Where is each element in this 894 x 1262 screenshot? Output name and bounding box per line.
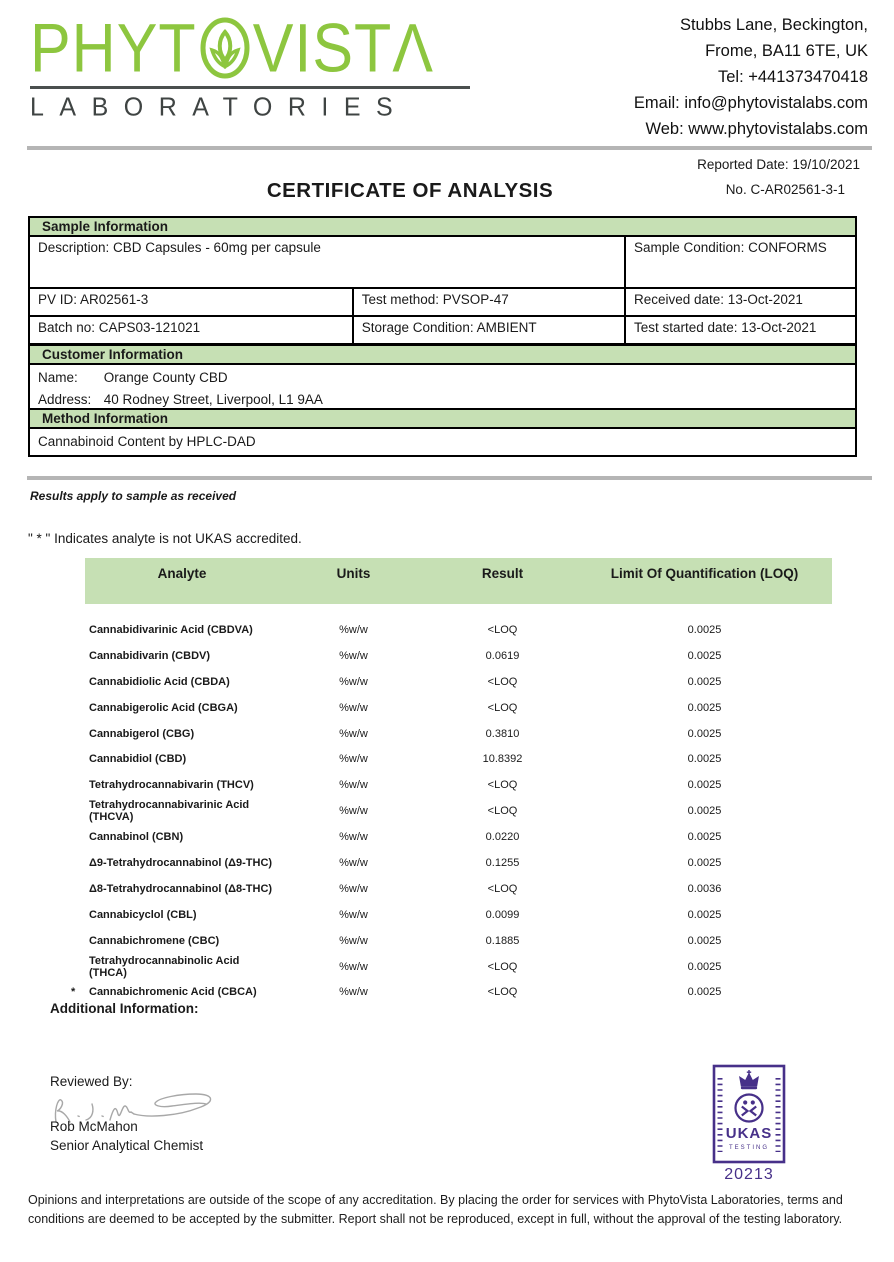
sample-information-header: Sample Information — [28, 216, 857, 237]
batch-no: Batch no: CAPS03-121021 — [38, 320, 201, 335]
contact-web: Web: www.phytovistalabs.com — [645, 120, 868, 138]
analyte-result: 0.1885 — [485, 934, 520, 947]
method-name: Cannabinoid Content by HPLC-DAD — [28, 429, 857, 457]
received-date: Received date: 13-Oct-2021 — [624, 289, 855, 315]
logo-text-phyt: PHYT — [30, 9, 197, 86]
customer-information-section — [28, 344, 857, 413]
analyte-result: <LOQ — [487, 882, 518, 895]
reviewer-title: Senior Analytical Chemist — [50, 1138, 204, 1153]
customer-address-value: 40 Rodney Street, Liverpool, L1 9AA — [103, 392, 323, 407]
analyte-loq: 0.0025 — [687, 623, 722, 636]
table-row — [67, 746, 832, 772]
method-information-header: Method Information — [28, 408, 857, 429]
section-divider — [27, 476, 872, 480]
ukas-number: 20213 — [724, 1166, 774, 1183]
sample-description-row — [28, 237, 857, 289]
analyte-name: Cannabidiolic Acid (CBDA) — [89, 675, 230, 688]
analyte-units: %w/w — [339, 986, 368, 999]
sample-description: Description: CBD Capsules - 60mg per capsule — [38, 240, 321, 255]
analyte-units: %w/w — [339, 805, 368, 818]
analyte-name: Δ9-Tetrahydrocannabinol (Δ9-THC) — [89, 856, 273, 869]
analyte-loq: 0.0025 — [687, 727, 722, 740]
test-method: Test method: PVSOP-47 — [352, 289, 624, 315]
logo-laboratories-text: LABORATORIES — [30, 92, 409, 122]
reviewer-name: Rob McMahon — [50, 1119, 138, 1134]
results-apply-note: Results apply to sample as received — [30, 489, 237, 503]
analyte-name: Δ8-Tetrahydrocannabinol (Δ8-THC) — [89, 882, 273, 895]
table-row — [67, 772, 832, 798]
reported-date: Reported Date: 19/10/2021 — [697, 157, 860, 172]
analyte-name: Cannabidivarinic Acid (CBDVA) — [89, 623, 253, 636]
storage-condition: Storage Condition: AMBIENT — [352, 317, 624, 343]
analyte-loq: 0.0025 — [687, 753, 722, 766]
table-row — [67, 824, 832, 850]
analyte-name: Cannabidiol (CBD) — [89, 753, 187, 766]
analyte-result: <LOQ — [487, 779, 518, 792]
table-row — [67, 721, 832, 747]
analyte-result: <LOQ — [487, 960, 518, 973]
analyte-result: <LOQ — [487, 805, 518, 818]
analyte-result: <LOQ — [487, 701, 518, 714]
analyte-result: <LOQ — [487, 675, 518, 688]
column-header-units: Units — [336, 566, 371, 581]
sample-id-row — [28, 289, 857, 317]
contact-address-line2: Frome, BA11 6TE, UK — [705, 42, 868, 60]
analyte-name: Tetrahydrocannabinolic Acid (THCA) — [89, 954, 240, 979]
analyte-units: %w/w — [339, 908, 368, 921]
pv-id: PV ID: AR02561-3 — [38, 292, 149, 307]
analyte-units: %w/w — [339, 753, 368, 766]
table-row — [67, 695, 832, 721]
table-row — [67, 928, 832, 954]
disclaimer-text: Opinions and interpretations are outside of the scope of any accreditation. By placing the order for services with PhytoVista Laboratories, terms and conditions are deemed to be accepted by the submitter. Report shall not be reproduced, except in full, without the approval of the testing laboratory. — [28, 1193, 843, 1226]
analyte-units: %w/w — [339, 934, 368, 947]
table-row — [67, 954, 832, 980]
logo-divider-line — [30, 86, 470, 89]
analyte-result: <LOQ — [487, 623, 518, 636]
not-accredited-asterisk: * — [71, 986, 76, 999]
analyte-loq: 0.0025 — [687, 779, 722, 792]
ukas-accreditation-note: " * " Indicates analyte is not UKAS accredited. — [28, 531, 302, 546]
analyte-units: %w/w — [339, 882, 368, 895]
analyte-units: %w/w — [339, 831, 368, 844]
table-row — [67, 902, 832, 928]
contact-phone: Tel: +441373470418 — [717, 68, 868, 86]
logo-wordmark — [30, 9, 470, 86]
results-table-body — [67, 617, 832, 1005]
contact-email: Email: info@phytovistalabs.com — [633, 94, 868, 112]
analyte-name: Cannabichromenic Acid (CBCA) — [89, 986, 257, 999]
sample-information-section — [28, 216, 857, 345]
analyte-units: %w/w — [339, 701, 368, 714]
customer-information-box — [28, 365, 857, 413]
analyte-units: %w/w — [339, 960, 368, 973]
analyte-units: %w/w — [339, 727, 368, 740]
phytovista-logo — [30, 9, 470, 122]
analyte-loq: 0.0025 — [687, 831, 722, 844]
analyte-units: %w/w — [339, 623, 368, 636]
analyte-loq: 0.0025 — [687, 986, 722, 999]
table-row — [67, 798, 832, 824]
table-row — [67, 617, 832, 643]
table-row — [67, 850, 832, 876]
analyte-loq: 0.0025 — [687, 805, 722, 818]
table-row — [67, 876, 832, 902]
analyte-loq: 0.0025 — [687, 701, 722, 714]
logo-text-vista: VISTΛ — [252, 9, 435, 86]
sample-batch-row — [28, 317, 857, 345]
ukas-label: UKAS — [725, 1125, 773, 1142]
contact-address-line1: Stubbs Lane, Beckington, — [679, 16, 868, 34]
analyte-name: Cannabigerol (CBG) — [89, 727, 195, 740]
lab-contact-block — [634, 12, 868, 142]
report-number: No. C-AR02561-3-1 — [725, 182, 845, 197]
analyte-loq: 0.0025 — [687, 856, 722, 869]
analyte-name: Cannabidivarin (CBDV) — [89, 649, 211, 662]
analyte-name: Tetrahydrocannabivarin (THCV) — [89, 779, 254, 792]
analyte-result: 0.3810 — [485, 727, 520, 740]
analyte-name: Tetrahydrocannabivarinic Acid (THCVA) — [89, 799, 250, 824]
analyte-result: <LOQ — [487, 986, 518, 999]
analyte-result: 0.1255 — [485, 856, 520, 869]
customer-address-label: Address: — [38, 392, 92, 407]
leaf-o-icon — [199, 16, 251, 80]
header-divider — [27, 146, 872, 150]
analyte-name: Cannabigerolic Acid (CBGA) — [89, 701, 238, 714]
customer-name-value: Orange County CBD — [103, 370, 228, 385]
analyte-loq: 0.0025 — [687, 960, 722, 973]
analyte-result: 0.0619 — [485, 649, 520, 662]
analyte-result: 0.0099 — [485, 908, 520, 921]
results-table — [67, 558, 832, 1005]
customer-address-line — [38, 392, 847, 407]
analyte-result: 10.8392 — [482, 753, 523, 766]
test-started-date: Test started date: 13-Oct-2021 — [624, 317, 855, 343]
analyte-result: 0.0220 — [485, 831, 520, 844]
table-row — [67, 669, 832, 695]
analyte-loq: 0.0036 — [687, 882, 722, 895]
analyte-loq: 0.0025 — [687, 649, 722, 662]
analyte-name: Cannabinol (CBN) — [89, 831, 184, 844]
analyte-units: %w/w — [339, 779, 368, 792]
customer-name-line — [38, 370, 847, 385]
sample-condition: Sample Condition: CONFORMS — [624, 237, 855, 287]
customer-name-label: Name: — [38, 370, 78, 385]
additional-information-label: Additional Information: — [50, 1001, 199, 1016]
analyte-loq: 0.0025 — [687, 675, 722, 688]
table-row — [67, 643, 832, 669]
column-header-loq: Limit Of Quantification (LOQ) — [610, 566, 799, 581]
results-table-header — [85, 558, 832, 604]
analyte-name: Cannabicyclol (CBL) — [89, 908, 197, 921]
ukas-testing-logo — [706, 1062, 792, 1184]
ukas-testing-label: TESTING — [728, 1145, 770, 1151]
column-header-result: Result — [481, 566, 524, 581]
analyte-loq: 0.0025 — [687, 908, 722, 921]
method-information-section — [28, 408, 857, 457]
certificate-title: CERTIFICATE OF ANALYSIS — [266, 179, 554, 202]
analyte-name: Cannabichromene (CBC) — [89, 934, 220, 947]
analyte-units: %w/w — [339, 856, 368, 869]
analyte-loq: 0.0025 — [687, 934, 722, 947]
customer-information-header: Customer Information — [28, 344, 857, 365]
column-header-analyte: Analyte — [157, 566, 207, 581]
reviewed-by-label: Reviewed By: — [50, 1074, 133, 1089]
analyte-units: %w/w — [339, 675, 368, 688]
analyte-units: %w/w — [339, 649, 368, 662]
